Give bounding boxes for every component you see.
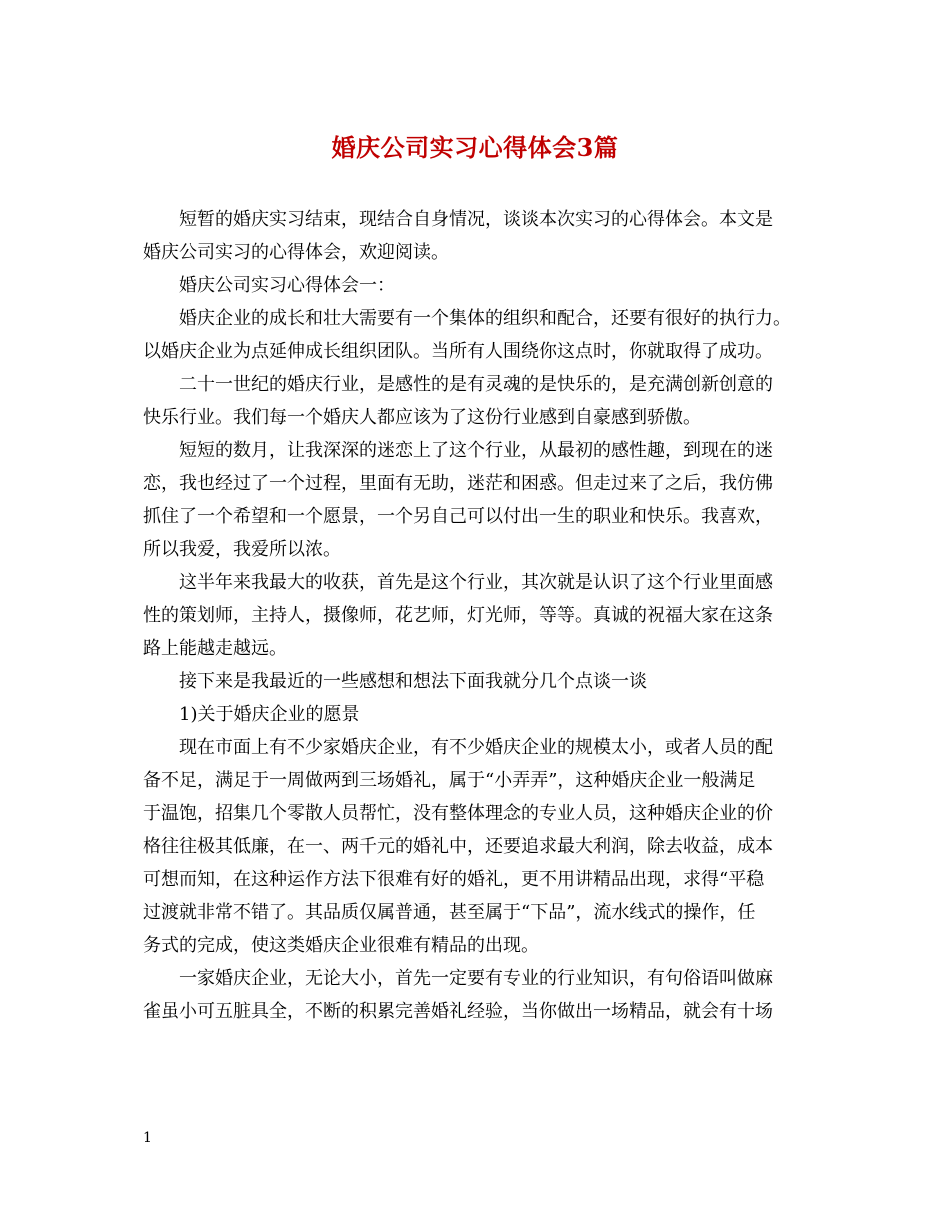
text-line: 所以我爱，我爱所以浓。 bbox=[143, 539, 341, 560]
text-line: 婚庆公司实习心得体会一： bbox=[179, 275, 395, 296]
text-line: 备不足，满足于一周做两到三场婚礼，属于“小弄弄”，这种婚庆企业一般满足 bbox=[143, 770, 756, 791]
paragraph bbox=[143, 370, 813, 433]
text-line: 快乐行业。我们每一个婚庆人都应该为了这份行业感到自豪感到骄傲。 bbox=[143, 407, 701, 428]
text-line: 接下来是我最近的一些感想和想法下面我就分几个点谈一谈 bbox=[179, 671, 647, 692]
document-body bbox=[143, 205, 813, 1027]
paragraph bbox=[143, 964, 813, 1027]
text-line: 雀虽小可五脏具全，不断的积累完善婚礼经验，当你做出一场精品，就会有十场 bbox=[143, 1001, 773, 1022]
paragraph bbox=[143, 205, 813, 268]
text-line: 于温饱，招集几个零散人员帮忙，没有整体理念的专业人员，这种婚庆企业的价 bbox=[143, 803, 773, 824]
page-number: 1 bbox=[143, 1130, 152, 1146]
text-line: 短短的数月，让我深深的迷恋上了这个行业，从最初的感性趣，到现在的迷 bbox=[179, 440, 773, 461]
text-line: 二十一世纪的婚庆行业，是感性的是有灵魂的是快乐的，是充满创新创意的 bbox=[179, 374, 773, 395]
paragraph bbox=[143, 304, 813, 367]
text-line: 这半年来我最大的收获，首先是这个行业，其次就是认识了这个行业里面感 bbox=[179, 572, 773, 593]
text-line: 婚庆企业的成长和壮大需要有一个集体的组织和配合，还要有很好的执行力。 bbox=[179, 308, 791, 329]
paragraph bbox=[143, 271, 813, 301]
text-line: 过渡就非常不错了。其品质仅属普通，甚至属于“下品”，流水线式的操作，任 bbox=[143, 902, 756, 923]
text-line: 恋，我也经过了一个过程，里面有无助，迷茫和困惑。但走过来了之后，我仿佛 bbox=[143, 473, 773, 494]
text-line: 务式的完成，使这类婚庆企业很难有精品的出现。 bbox=[143, 935, 539, 956]
paragraph bbox=[143, 667, 813, 697]
text-line: 路上能越走越远。 bbox=[143, 638, 287, 659]
text-line: 短暂的婚庆实习结束，现结合自身情况，谈谈本次实习的心得体会。本文是 bbox=[179, 209, 773, 230]
paragraph bbox=[143, 733, 813, 961]
text-line: 以婚庆企业为点延伸成长组织团队。当所有人围绕你这点时，你就取得了成功。 bbox=[143, 341, 773, 362]
text-line: 现在市面上有不少家婚庆企业，有不少婚庆企业的规模太小，或者人员的配 bbox=[179, 737, 773, 758]
text-line: 婚庆公司实习的心得体会，欢迎阅读。 bbox=[143, 242, 449, 263]
text-line: 可想而知，在这种运作方法下很难有好的婚礼，更不用讲精品出现，求得“平稳 bbox=[143, 869, 765, 890]
text-line: 性的策划师，主持人，摄像师，花艺师，灯光师，等等。真诚的祝福大家在这条 bbox=[143, 605, 773, 626]
text-line: 一家婚庆企业，无论大小，首先一定要有专业的行业知识，有句俗语叫做麻 bbox=[179, 968, 773, 989]
paragraph bbox=[143, 436, 813, 565]
paragraph bbox=[143, 700, 813, 730]
text-line: 1)关于婚庆企业的愿景 bbox=[179, 704, 360, 725]
text-line: 格往往极其低廉，在一、两千元的婚礼中，还要追求最大利润，除去收益，成本 bbox=[143, 836, 773, 857]
page-title: 婚庆公司实习心得体会3篇 bbox=[331, 133, 619, 162]
paragraph bbox=[143, 568, 813, 664]
text-line: 抓住了一个希望和一个愿景，一个另自己可以付出一生的职业和快乐。我喜欢， bbox=[143, 506, 773, 527]
